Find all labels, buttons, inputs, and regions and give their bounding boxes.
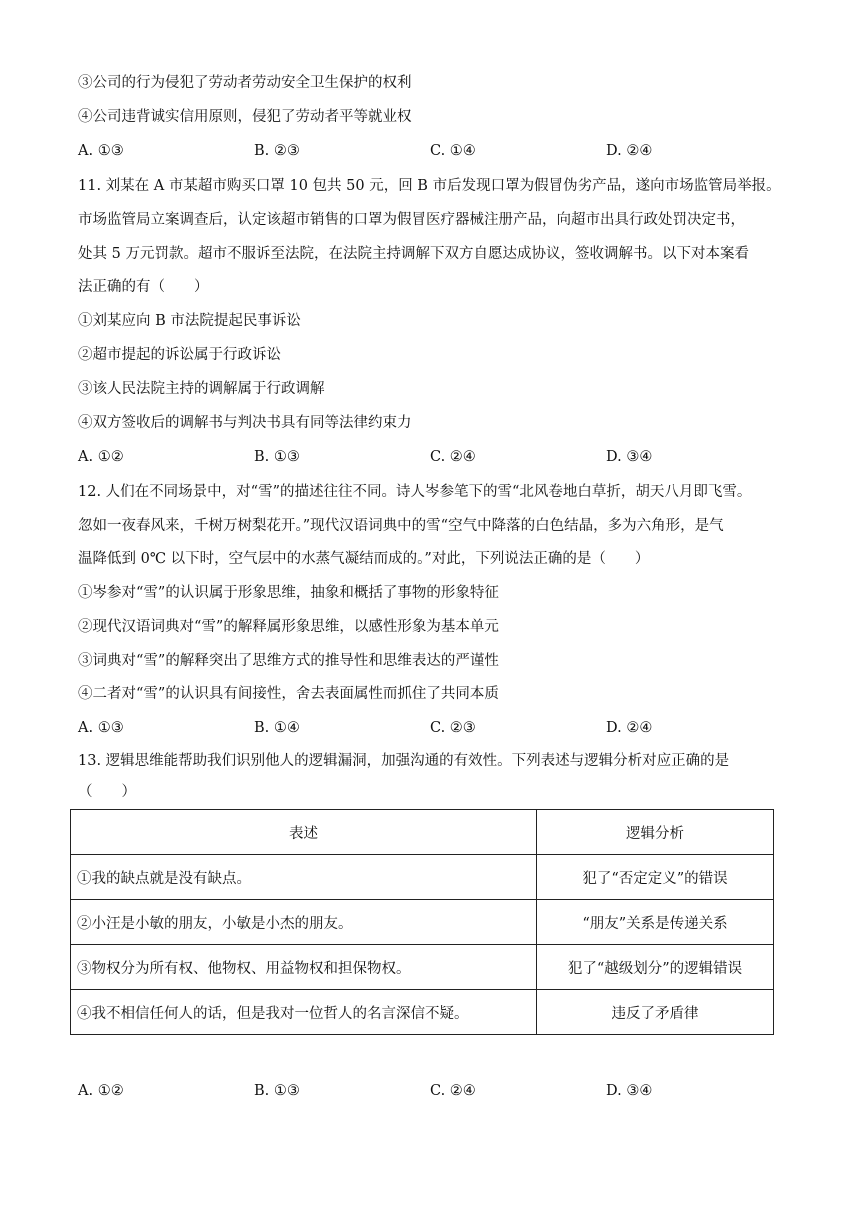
q13-option-d: D. ③④: [606, 1083, 653, 1099]
table-header-row: [71, 810, 774, 855]
q12-option-a: A. ①③: [78, 720, 124, 736]
q12-stem-line-2: 忽如一夜春风来，千树万树梨花开。”现代汉语词典中的雪“空气中降落的白色结晶，多为六角形，是气: [78, 518, 724, 534]
q10-option-d: D. ②④: [606, 143, 653, 159]
q12-options: [78, 718, 798, 738]
q12-item-4: ④二者对“雪”的认识具有间接性，舍去表面属性而抓住了共同本质: [78, 686, 499, 702]
analysis-cell: 犯了“越级划分”的逻辑错误: [537, 945, 774, 990]
q13-option-c: C. ②④: [430, 1083, 476, 1099]
q13-option-b: B. ①③: [254, 1083, 300, 1099]
table-row: [71, 900, 774, 945]
q11-option-d: D. ③④: [606, 449, 653, 465]
q12-stem-line-1: 12. 人们在不同场景中，对“雪”的描述往往不同。诗人岑参笔下的雪“北风卷地白草折，胡天八月即飞雪。: [78, 484, 752, 500]
statement-cell: ①我的缺点就是没有缺点。: [71, 855, 537, 900]
q11-options: [78, 447, 798, 467]
q11-stem-line-4: 法正确的有（ ）: [78, 279, 209, 295]
q11-item-1: ①刘某应向 B 市法院提起民事诉讼: [78, 313, 301, 329]
q12-item-2: ②现代汉语词典对“雪”的解释属形象思维，以感性形象为基本单元: [78, 619, 499, 635]
analysis-cell: 犯了“否定定义”的错误: [537, 855, 774, 900]
table-row: [71, 990, 774, 1035]
statement-cell: ③物权分为所有权、他物权、用益物权和担保物权。: [71, 945, 537, 990]
q13-stem-line-2: （ ）: [78, 784, 136, 800]
q12-option-b: B. ①④: [254, 720, 300, 736]
q11-item-3: ③该人民法院主持的调解属于行政调解: [78, 381, 325, 397]
q11-item-2: ②超市提起的诉讼属于行政诉讼: [78, 347, 281, 363]
q13-stem-line-1: 13. 逻辑思维能帮助我们识别他人的逻辑漏洞，加强沟通的有效性。下列表述与逻辑分析对应正确的是: [78, 753, 730, 769]
q11-option-c: C. ②④: [430, 449, 476, 465]
q12-option-d: D. ②④: [606, 720, 653, 736]
logic-analysis-table: [70, 809, 774, 1035]
table-row: [71, 855, 774, 900]
statement-cell: ④我不相信任何人的话，但是我对一位哲人的名言深信不疑。: [71, 990, 537, 1035]
q13-options: [78, 1081, 798, 1101]
header-analysis: 逻辑分析: [537, 810, 774, 855]
q10-item-4: ④公司违背诚实信用原则，侵犯了劳动者平等就业权: [78, 109, 412, 125]
q12-stem-line-3: 温降低到 0℃ 以下时，空气层中的水蒸气凝结而成的。”对此，下列说法正确的是（ ）: [78, 551, 650, 567]
q13-option-a: A. ①②: [78, 1083, 124, 1099]
header-statement: 表述: [71, 810, 537, 855]
q10-option-a: A. ①③: [78, 143, 124, 159]
statement-cell: ②小汪是小敏的朋友，小敏是小杰的朋友。: [71, 900, 537, 945]
q10-option-c: C. ①④: [430, 143, 476, 159]
q12-item-3: ③词典对“雪”的解释突出了思维方式的推导性和思维表达的严谨性: [78, 653, 499, 669]
q11-stem-line-3: 处其 5 万元罚款。超市不服诉至法院，在法院主持调解下双方自愿达成协议，签收调解书。以下对本案看: [78, 246, 749, 262]
q11-item-4: ④双方签收后的调解书与判决书具有同等法律约束力: [78, 415, 412, 431]
analysis-cell: 违反了矛盾律: [537, 990, 774, 1035]
q11-stem-line-2: 市场监管局立案调查后，认定该超市销售的口罩为假冒医疗器械注册产品，向超市出具行政处罚决定书，: [78, 212, 745, 228]
q12-option-c: C. ②③: [430, 720, 476, 736]
q10-option-b: B. ②③: [254, 143, 300, 159]
table-row: [71, 945, 774, 990]
q10-options: [78, 141, 798, 161]
analysis-cell: “朋友”关系是传递关系: [537, 900, 774, 945]
q11-option-b: B. ①③: [254, 449, 300, 465]
q11-stem-line-1: 11. 刘某在 A 市某超市购买口罩 10 包共 50 元，回 B 市后发现口罩为假冒伪劣产品，遂向市场监管局举报。: [78, 178, 781, 194]
q11-option-a: A. ①②: [78, 449, 124, 465]
q10-item-3: ③公司的行为侵犯了劳动者劳动安全卫生保护的权利: [78, 75, 412, 91]
q12-item-1: ①岑参对“雪”的认识属于形象思维，抽象和概括了事物的形象特征: [78, 585, 499, 601]
